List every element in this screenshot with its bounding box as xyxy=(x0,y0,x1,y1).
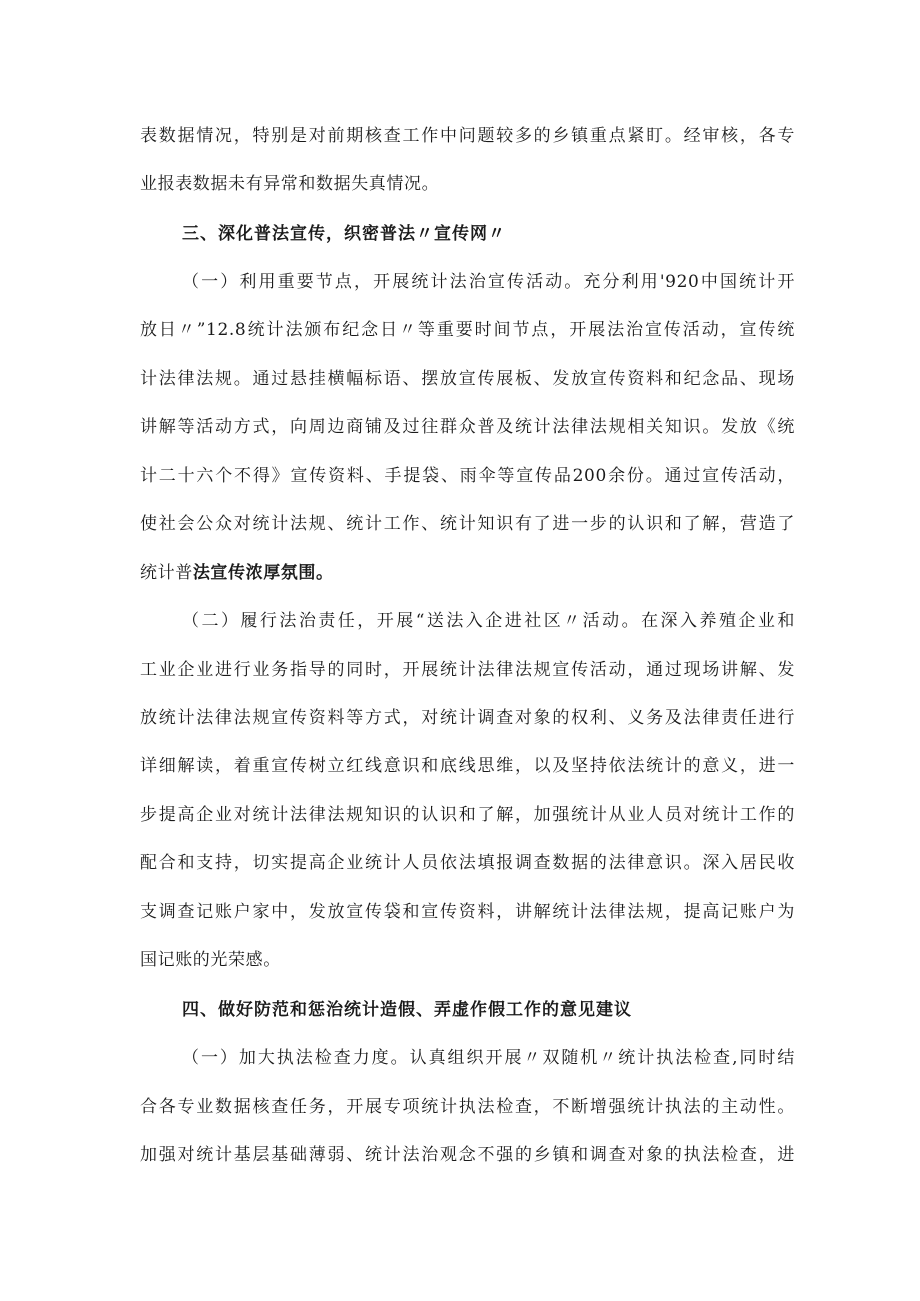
paragraph-line: 业报表数据未有异常和数据失真情况。 xyxy=(140,174,440,194)
paragraph-line: 支调查记账户家中，发放宣传袋和宣传资料，讲解统计法律法规，提高记账户为 xyxy=(140,902,795,922)
paragraph-line: （一）加大执法检查力度。认真组织开展〃双随机〃统计执法检查,同时结 xyxy=(182,1048,795,1068)
paragraph-line: 放统计法律法规宣传资料等方式，对统计调查对象的权利、义务及法律责任进行 xyxy=(140,708,795,728)
paragraph-line: 讲解等活动方式，向周边商铺及过往群众普及统计法律法规相关知识。发放《统 xyxy=(140,417,795,437)
paragraph-text: 统计普 xyxy=(140,563,193,583)
section-heading: 三、深化普法宣传，织密普法〃宣传网〃 xyxy=(182,224,506,244)
emphasized-text: 法宣传浓厚氛围。 xyxy=(192,563,334,583)
section-heading: 四、做好防范和惩治统计造假、弄虚作假工作的意见建议 xyxy=(182,1000,632,1020)
paragraph-line: 放日〃”12.8统计法颁布纪念日〃等重要时间节点，开展法治宣传活动，宣传统 xyxy=(140,320,795,340)
paragraph-line: 步提高企业对统计法律法规知识的认识和了解，加强统计从业人员对统计工作的 xyxy=(140,805,795,825)
paragraph-line: 加强对统计基层基础薄弱、统计法治观念不强的乡镇和调查对象的执法检查，进 xyxy=(140,1145,795,1165)
paragraph-line: （二）履行法治责任，开展“送法入企进社区〃活动。在深入养殖企业和 xyxy=(182,611,795,631)
paragraph-line: 国记账的光荣感。 xyxy=(140,950,281,970)
paragraph-line: 使社会公众对统计法规、统计工作、统计知识有了进一步的认识和了解，营造了 xyxy=(140,514,795,534)
paragraph-line: （一）利用重要节点，开展统计法治宣传活动。充分利用'920中国统计开 xyxy=(182,272,795,292)
paragraph-line: 计二十六个不得》宣传资料、手提袋、雨伞等宣传品200余份。通过宣传活动， xyxy=(140,466,795,486)
paragraph-line: 详细解读，着重宣传树立红线意识和底线思维，以及坚持依法统计的意义，进一 xyxy=(140,756,795,776)
paragraph-line: 工业企业进行业务指导的同时，开展统计法律法规宣传活动，通过现场讲解、发 xyxy=(140,660,795,680)
paragraph-line: 表数据情况，特别是对前期核查工作中问题较多的乡镇重点紧盯。经审核，各专 xyxy=(140,126,795,146)
paragraph-line xyxy=(140,561,795,585)
paragraph-line: 计法律法规。通过悬挂横幅标语、摆放宣传展板、发放宣传资料和纪念品、现场 xyxy=(140,369,795,389)
paragraph-line: 配合和支持，切实提高企业统计人员依法填报调查数据的法律意识。深入居民收 xyxy=(140,853,795,873)
paragraph-line: 合各专业数据核查任务，开展专项统计执法检查，不断增强统计执法的主动性。 xyxy=(140,1097,795,1117)
